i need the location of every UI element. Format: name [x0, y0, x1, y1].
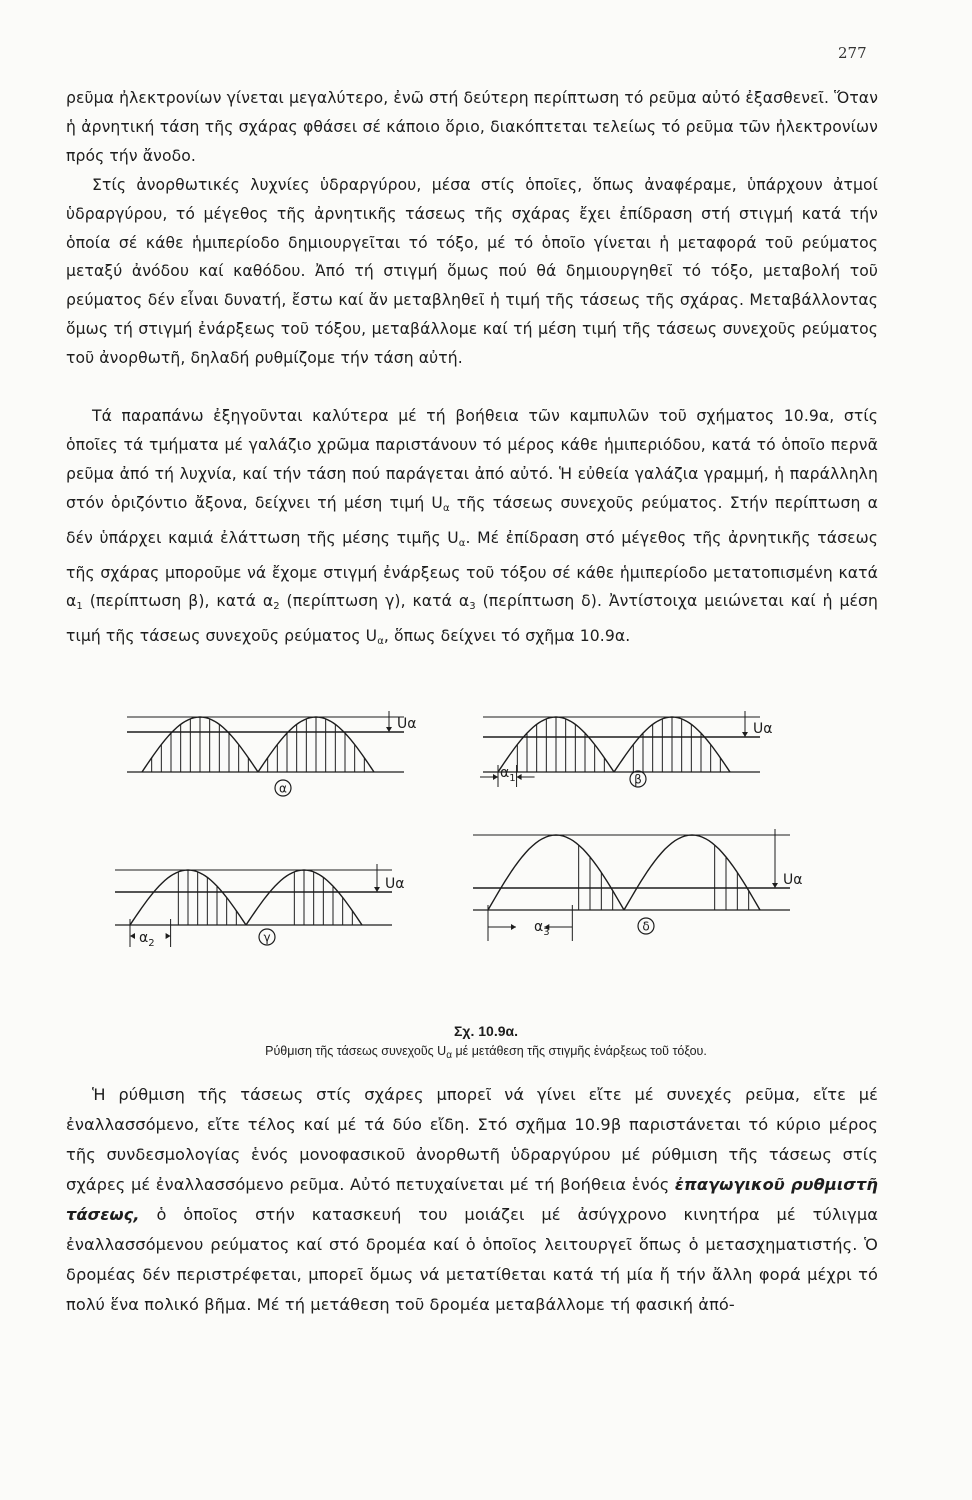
a1-arrowhead-left — [493, 774, 498, 780]
para2-text-b: τῆς τάσεως συνεχοῦς ρεύματος. Στήν περίπτωση α δέν ὑπάρχει καμιά ἐλάττωση τῆς μέσης τιμῆς U — [66, 493, 878, 547]
ua-dimension-arrow — [742, 732, 748, 737]
a3-arrowhead-left — [511, 924, 516, 930]
subscript-alpha: α — [442, 502, 450, 514]
ua-dimension-arrow — [386, 727, 392, 732]
ua-dimension-arrow — [374, 887, 380, 892]
ua-label: Uα — [397, 716, 417, 732]
half-wave-curve — [624, 835, 760, 910]
para3-text-b: ὁ ὁποῖος στήν κατασκευή του μοιάζει μέ ἀσύγχρονο κινητήρα μέ τύλιγμα ἐναλλασσόμενου ρεύματος καί στό δρομέα καί ὁ ὁποῖος λειτουργεῖ ὅπως ὁ μετασχηματιστής. Ὁ δρομέας δέν περιστρέφεται, μπορεῖ ὅμως νά μετατίθεται κατά τή μία ἤ τήν ἄλλη φορά μέχρι τό πολύ ἕνα πολικό βῆμα. Μέ τή μετάθεση τοῦ δρομέα μεταβάλλομε τή φασική ἀπό- — [66, 1205, 878, 1314]
ua-label: Uα — [753, 721, 773, 737]
para2-text-e: (περίπτωση γ), κατά α — [279, 592, 470, 611]
subscript-1: 1 — [76, 601, 83, 613]
body-paragraph-3 — [66, 1080, 878, 1320]
ua-dimension-arrow — [772, 883, 778, 888]
case-b-marker-label: β — [634, 772, 642, 787]
panel-case-a — [127, 711, 416, 796]
para2-text-g: , ὅπως δείχνει τό σχῆμα 10.9α. — [383, 627, 631, 646]
a2-label: $\alpha_2$ — [139, 930, 155, 949]
ua-label: Uα — [385, 876, 405, 892]
a1-label-subscript: 1 — [509, 773, 516, 784]
subscript-alpha: α — [377, 636, 384, 648]
a3-label-subscript: 3 — [543, 927, 550, 938]
figure-caption-text — [0, 1044, 972, 1061]
paragraph-text-1a: ρεῦμα ἠλεκτρονίων γίνεται μεγαλύτερο, ἐνῶ στή δεύτερη περίπτωση τό ρεῦμα αὐτό ἐξασθενεῖ. Ὅταν ἡ ἀρνητική τάση τῆς σχάρας φθάσει σέ κάποιο ὅριο, διακόπτεται τελείως τό ρεῦμα τῶν ἠλεκτρονίων πρός τήν ἄνοδο. — [66, 89, 878, 165]
para3-text-a: Ἡ ρύθμιση τῆς τάσεως στίς σχάρες μπορεῖ νά γίνει εἴτε μέ συνεχές ρεῦμα, εἴτε μέ ἐναλλασσόμενο, εἴτε τέλος καί μέ τά δύο εἴδη. Στό σχῆμα 10.9β παριστάνεται τό κύριο μέρος τῆς συνδεσμολογίας ἑνός μονοφασικοῦ ἀνορθωτῆ ὑδραργύρου μέ ρύθμιση τῆς τάσεως στίς σχάρες μέ ἐναλλασσόμενο ρεῦμα. Αὐτό πετυχαίνεται μέ τή βοήθεια ἑνός — [66, 1085, 878, 1194]
body-paragraph-2 — [66, 402, 878, 657]
a2-arrowhead-left — [130, 933, 135, 939]
para2-text-d: (περίπτωση β), κατά α — [82, 592, 274, 611]
body-paragraph-1 — [66, 84, 878, 373]
panel-case-g — [115, 864, 404, 949]
subscript-2: 2 — [273, 601, 280, 613]
para2-text-a: Τά παραπάνω ἐξηγοῦνται καλύτερα μέ τή βοήθεια τῶν καμπυλῶν τοῦ σχήματος 10.9α, στίς ὁποῖες τά τμήματα μέ γαλάζιο χρῶμα παριστάνουν τό μέρος κάθε ἡμιπεριόδου, κατά τό ὁποῖο περνᾶ ρεῦμα ἀπό τή λυχνία, καί τήν τάση πού παράγεται ἀπό αὐτό. Ἡ εὐθεία γαλάζια γραμμή, ἡ παράλληλη στόν ὁριζόντιο ἄξονα, δείχνει τή μέση τιμή U — [66, 407, 878, 512]
para2-text-f: (περίπτωση δ). Ἀντίστοιχα μειώνεται καί ἡ μέση τιμή τῆς τάσεως συνεχοῦς ρεύματος U — [66, 592, 878, 646]
case-d-marker-label: δ — [642, 919, 650, 934]
half-wave-curve — [488, 835, 624, 910]
caption-text-a: Ρύθμιση τῆς τάσεως συνεχοῦς U — [265, 1044, 447, 1058]
a1-label: $\alpha_1$ — [500, 765, 516, 784]
ua-label: Uα — [783, 872, 803, 888]
case-g-marker-label: γ — [263, 930, 271, 945]
page-number: 277 — [838, 44, 867, 62]
a1-arrowhead-right — [517, 774, 522, 780]
caption-subscript: α — [446, 1050, 452, 1061]
figure-10-9a — [100, 695, 860, 1015]
figure-caption-title: Σχ. 10.9α. — [454, 1023, 518, 1039]
paragraph-text-1b: Στίς ἀνορθωτικές λυχνίες ὑδραργύρου, μέσα στίς ὁποῖες, ὅπως ἀναφέραμε, ὑπάρχουν ἀτμοί ὑδραργύρου, τό μέγεθος τῆς ἀρνητικῆς τάσεως τῆς σχάρας ἔχει ἐπίδραση στή στιγμή κατά τήν ὁποία σέ κάθε ἡμιπερίοδο δημιουργεῖται τό τόξο, μέ τό ὁποῖο γίνεται ἡ μεταφορά τοῦ ρεύματος μεταξύ ἀνόδου καί καθόδου. Ἀπό τή στιγμή ὅμως πού θά δημιουργηθεῖ τό τόξο, μεταβολή τοῦ ρεύματος δέν εἶναι δυνατή, ἔστω καί ἄν μεταβληθεῖ ἡ τιμή τῆς τάσεως τῆς σχάρας. Μεταβάλλοντας ὅμως τή στιγμή ἐνάρξεως τοῦ τόξου, μεταβάλλομε καί τή μέση τιμή τῆς τάσεως συνεχοῦς ρεύματος τοῦ ἀνορθωτῆ, δηλαδή ρυθμίζομε τήν τάση αὐτή. — [66, 175, 878, 368]
para2-text-c: . Μέ ἐπίδραση στό μέγεθος τῆς ἀρνητικῆς τάσεως τῆς σχάρας μποροῦμε νά ἔχομε στιγμή ἐνάρξεως τοῦ τόξου σέ κάθε ἡμιπερίοδο μετατοπισμένη κατά α — [66, 528, 879, 611]
a2-label-subscript: 2 — [148, 938, 155, 949]
panel-case-d — [473, 829, 802, 941]
caption-text-b: μέ μετάθεση τῆς στιγμῆς ἐνάρξεως τοῦ τόξου. — [451, 1044, 707, 1058]
term-inductive-regulator: ἐπαγωγικοῦ ρυθμιστῆ τάσεως, — [66, 1175, 878, 1224]
panel-case-b — [480, 711, 772, 787]
case-a-marker-label: α — [279, 781, 287, 796]
a3-label: $\alpha_3$ — [534, 919, 550, 938]
subscript-3: 3 — [469, 601, 476, 613]
a2-arrowhead-right — [166, 933, 171, 939]
subscript-alpha: α — [458, 537, 466, 549]
